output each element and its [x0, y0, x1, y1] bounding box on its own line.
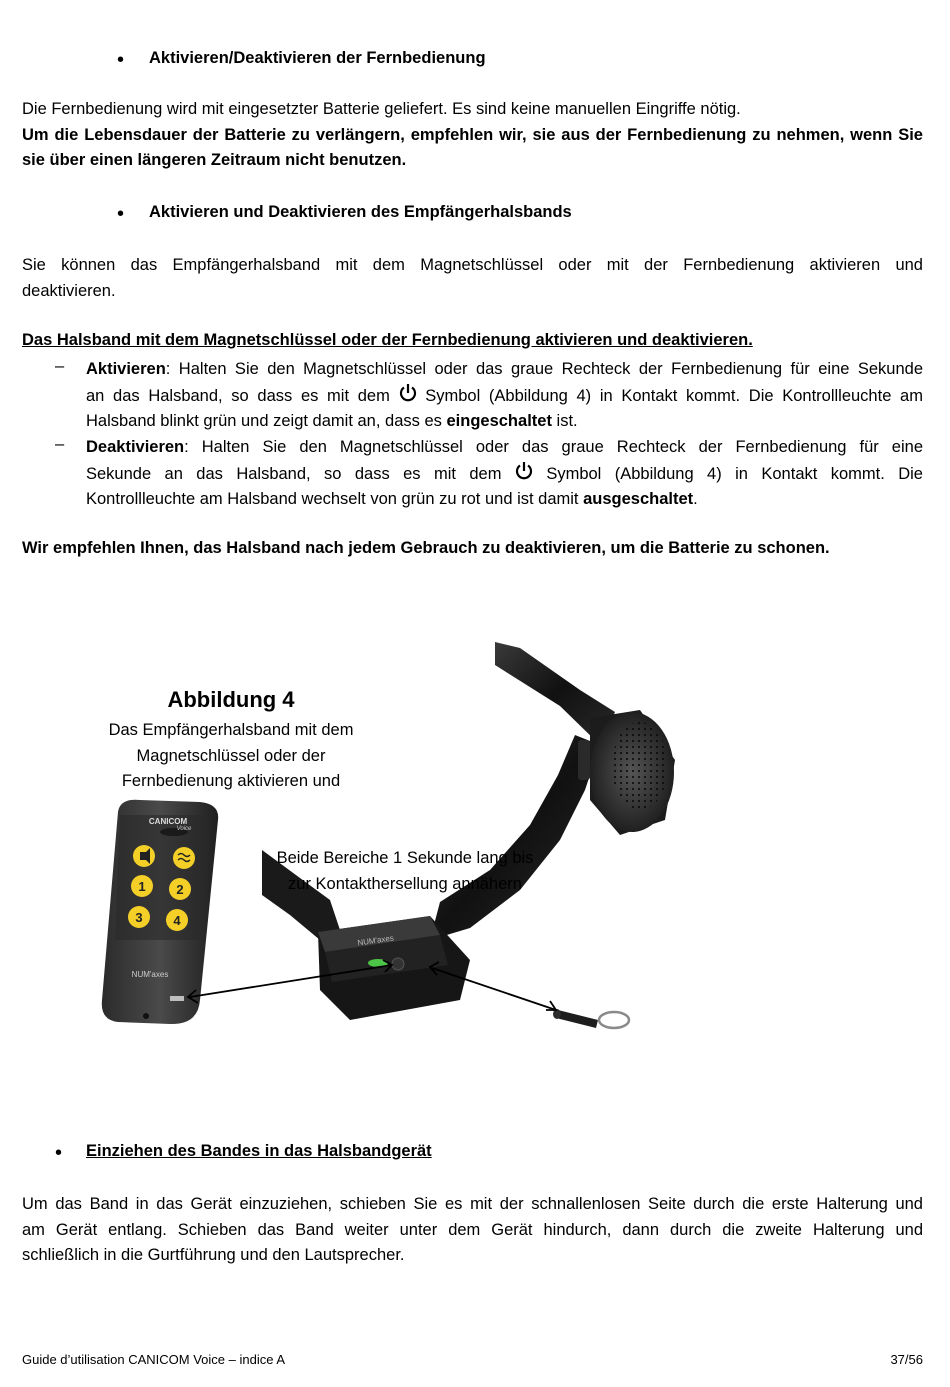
- item-label: Deaktivieren: [86, 438, 185, 456]
- list-item-activate: [86, 357, 923, 435]
- text-line: [86, 383, 923, 410]
- item-text: Kontrollleuchte am Halsband wechselt von grün zu rot und ist damit: [86, 490, 579, 508]
- remote-button-2: 2: [176, 882, 184, 897]
- list-dash: –: [55, 357, 65, 375]
- section-heading-strap: Einziehen des Bandes in das Halsbandgerät: [86, 1142, 432, 1160]
- bullet-dot: •: [117, 203, 125, 225]
- footer-title: Guide d’utilisation CANICOM Voice – indice A: [22, 1352, 286, 1367]
- caption-line: Das Empfängerhalsband mit dem: [108, 721, 354, 739]
- item-text: Sekunde an das Halsband, so dass es mit dem: [86, 464, 502, 483]
- remote-brand: CANICOM: [148, 817, 188, 826]
- text-line: Um das Band in das Gerät einzuziehen, schieben Sie es mit der schnallenlosen Seite durch die erste Halterung und: [22, 1195, 923, 1213]
- item-text: .: [693, 490, 698, 508]
- text-line-bold: Um die Lebensdauer der Batterie zu verlängern, empfehlen wir, sie aus der Fernbedienung zu nehmen, wenn Sie: [22, 125, 923, 144]
- magnetic-key: [553, 1009, 629, 1028]
- bullet-dot: •: [55, 1142, 63, 1164]
- list-dash: –: [55, 435, 65, 453]
- collar-speaker: [578, 710, 675, 835]
- remote-maker: NUM'axes: [131, 970, 169, 979]
- item-label: Aktivieren: [86, 360, 166, 378]
- text-line: [86, 357, 923, 383]
- item-emphasis: eingeschaltet: [446, 412, 552, 430]
- text-line: schließlich in die Gurtführung und den Lautsprecher.: [22, 1246, 405, 1264]
- item-text: : Halten Sie den Magnetschlüssel oder das graue Rechteck der Fernbedienung für eine: [184, 438, 923, 456]
- item-text: Symbol (Abbildung 4) in Kontakt kommt. Die Kontrollleuchte am: [425, 386, 923, 405]
- text-line-bold: sie über einen längeren Zeitraum nicht benutzen.: [22, 151, 407, 169]
- paragraph: [22, 1192, 923, 1269]
- item-text: an das Halsband, so dass es mit dem: [86, 386, 390, 405]
- subheading: Das Halsband mit dem Magnetschlüssel oder der Fernbedienung aktivieren und deaktivieren.: [22, 331, 753, 349]
- text-line: deaktivieren.: [22, 281, 116, 300]
- paragraph: [22, 97, 923, 174]
- remote-button-1: 1: [138, 879, 146, 894]
- bullet-dot: •: [117, 49, 125, 71]
- remote-button-4: 4: [173, 913, 181, 928]
- item-text: ist.: [556, 412, 578, 430]
- remote-button-3: 3: [135, 910, 143, 925]
- remote-model: Voice: [176, 826, 192, 832]
- item-text: : Halten Sie den Magnetschlüssel oder das graue Rechteck der Fernbedienung für eine Sekunde: [165, 360, 923, 378]
- figure-title: Abbildung 4: [167, 687, 295, 712]
- callout-line: Beide Bereiche 1 Sekunde lang bis: [276, 849, 534, 867]
- page-number: 37/56: [890, 1352, 923, 1367]
- caption-line: Fernbedienung aktivieren und: [121, 772, 341, 790]
- recommendation: Wir empfehlen Ihnen, das Halsband nach jedem Gebrauch zu deaktivieren, um die Batterie zu schonen.: [22, 539, 830, 557]
- text-line: [86, 435, 923, 461]
- item-text: Halsband blinkt grün und zeigt damit an, dass es: [86, 412, 442, 430]
- list-item-deactivate: [86, 435, 923, 513]
- remote-control: [102, 800, 218, 1024]
- caption-line: Magnetschlüssel oder der: [136, 746, 326, 765]
- power-icon: [515, 461, 533, 481]
- item-emphasis: ausgeschaltet: [583, 490, 694, 508]
- figure-callout: [262, 846, 548, 897]
- callout-line: zur Kontakthersellung annähern: [288, 874, 522, 893]
- text-line: Sie können das Empfängerhalsband mit dem Magnetschlüssel oder mit der Fernbedienung aktivieren und: [22, 256, 923, 274]
- item-text: Symbol (Abbildung 4) in Kontakt kommt. Die: [546, 464, 923, 483]
- text-line: [86, 487, 923, 513]
- section-heading-collar: Aktivieren und Deaktivieren des Empfängerhalsbands: [149, 203, 572, 221]
- figure-illustration: [0, 620, 950, 1050]
- text-line: [86, 461, 923, 488]
- text-line: am Gerät entlang. Schieben das Band weiter unter dem Gerät hindurch, dann durch die zweite Halterung und: [22, 1220, 923, 1239]
- text-line: Die Fernbedienung wird mit eingesetzter Batterie geliefert. Es sind keine manuellen Eingriffe nötig.: [22, 100, 741, 118]
- paragraph: [22, 253, 923, 304]
- power-icon: [399, 383, 417, 403]
- collar-maker: NUM'axes: [356, 933, 395, 948]
- section-heading-remote: Aktivieren/Deaktivieren der Fernbedienung: [149, 49, 486, 67]
- text-line: [86, 409, 923, 435]
